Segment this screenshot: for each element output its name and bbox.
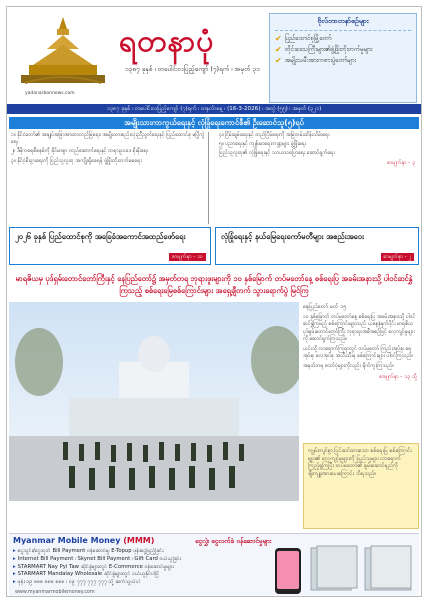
masthead-title: ရတနာပုံ — [119, 24, 215, 59]
ad-service-list — [13, 548, 267, 587]
list-item: ▸ ငွေသွင်း/ငွေထုတ် Bill Payment ဝန်ဆောင်မှု၊ E-Topup ဖုန်းငွေဖြည့်ခြင်း — [13, 548, 164, 554]
teaser-page: စာမျက်နှာ - ၁၀ — [169, 253, 206, 261]
main-headline: မာရဇိယမှ ပုဒ်ရှမ်းတောင်တော်ကြီးနှင့် နေပြည်တော်၌ အမှတ်တရ ဘုရားဖူးများကို ၁၀ နှစ်မြောက် တပ်မတော်နေ့ စစ်ရေးပြ အခမ်းအနားသို့ ပါဝင်ဆင်နွှဲကြသည့် စစ်ရေးမြေစစ်ကြောင်းများ အရှေ့ချီတက် သွားရောက်ပွဲ မြင်ကြ — [15, 274, 413, 295]
mobile-money-ad[interactable] — [9, 533, 419, 597]
paragraph: ယင်းသို့ လာရောက်ကြရာတွင် တပ်မတော် ကြည်းအုပ်စု၊ ရေအုပ်စု၊ လေအုပ်စု အသီးသီးမှ စစ်ကြောင်းများ ပါဝင်ကြသည်။ — [303, 346, 414, 360]
paragraph: ၂။ ဒီမိုကရေစီစနစ်ကို ခိုင်မာစွာ တည်ဆောက်ရေးနှင့် တရားဥပဒေ စိုးမိုးရေး — [11, 148, 149, 155]
teaser-headline: ၂၀၂၆ ခုနှစ် ပြည်ထောင်စုကို အခြေခံအကောင်အထည်ဖော်ရေး — [15, 232, 186, 241]
teaser-headline: လုံခြုံရေးနှင့် နယ်မြေရေးကော်မတီများ အစည်းအဝေး — [221, 232, 364, 241]
right-column — [219, 132, 415, 167]
teaser-box[interactable] — [9, 227, 211, 265]
list-item: ▸ STARMART Mandalay Wholesale ဆိုင်ခွဲများတွင် ဝယ်ယူနိုင်ပါပြီ — [13, 571, 159, 578]
column-divider — [208, 132, 209, 224]
newspaper-page — [6, 6, 422, 597]
ad-website[interactable]: www.myanmarmobilemoney.com — [15, 590, 95, 595]
teaser-page: စာမျက်နှာ - ၂ — [381, 253, 414, 261]
paragraph: ၁၀ နှစ်မြောက် တပ်မတော်နေ့ စစ်ရေးပြ အခမ်းအနားသို့ ပါဝင်ဆင်နွှဲကြမည့် စစ်ကြောင်းများသည် ယနေ့နံနက်ပိုင်း မာရဇိယ ပုဒ်ရှမ်းတောင်တော်ကြီး ဘုရားဖူးအစီအစဉ်ဖြင့် လေ့ကျင့်မှုများကို ဆောင်ရွက်ကြသည်။ — [303, 314, 416, 342]
paragraph: ၁။ နိုင်ငံတော်၏ အချုပ်အခြာအာဏာတည်မြဲရေး၊ အမျိုးသားစည်းလုံးညီညွတ်ရေးနှင့် ပြည်ထောင်စု မပြိုကွဲရေး — [11, 132, 205, 146]
checkmark-icon: ✔ — [275, 45, 282, 54]
special-heading: ဗိုလ်တာတနာ်စဉ်များ — [275, 17, 411, 31]
phone-icon — [275, 548, 301, 594]
banknotes-icon — [307, 542, 417, 594]
side-note-box: ကျွမ်းကျင်စွာ ပြင်ဆင်ထားသော စစ်ရေးပြ စစ်ကြောင်းများ၏ လေ့ကျင့်မှုများကို ပြည်သူများ လာရောက်ကြည့်ရှုကြပြီး တပ်မတော်၏ စွမ်းဆောင်ရည်ကို ချီးကျူးအားပေးကြောင်း သိရသည်။ — [303, 443, 419, 529]
special-topics-box — [269, 13, 417, 103]
news-photo — [9, 302, 299, 501]
paragraph: ပြည်သူလူထု၏ လုံခြုံရေးနှင့် သာယာဝပြောရေး ဆောင်ရွက်ရေး — [219, 150, 335, 157]
list-item: ▸ STARMART Nay Pyi Taw ဆိုင်ခွဲများတွင် E-Commerce ဝန်ဆောင်မှုများ — [13, 563, 174, 570]
masthead — [7, 7, 269, 97]
teaser-box[interactable] — [215, 227, 419, 265]
section-band-title: အမျိုးသားကာကွယ်ရေးနှင့် လုံခြုံရေးကောင်စီ၏ ဦးဆောင်သူ(၅)ရပ် — [9, 117, 419, 129]
special-item: ✔ ပြည်ထောင်စုမြို့တော် — [275, 34, 332, 43]
special-item: ✔ တိုင်းဒေသကြီးများ၏ဖွံ့ဖြိုးတိုးတက်မှုများ — [275, 45, 373, 54]
masthead-url[interactable]: yadanarbonnews.com — [25, 91, 75, 96]
dateline: ၁၃၈၇ ခုနှစ် ၊ တပေါင်းလပြည့်ကျော် (၇)ရက် ၊ တနင်္လာနေ့ ၊ (16-3-2026) ၊ အတွဲ (၅၅) ၊ အမှတ် (၃၂၁) — [7, 104, 421, 114]
paragraph: ၄။ ငြိမ်းချမ်းရေးနှင့် တည်ငြိမ်ရေးကို အမြဲတမ်းထိန်းသိမ်းရေး — [219, 132, 330, 138]
page-reference[interactable]: စာမျက်နှာ - ၁၃ သို့ — [379, 373, 417, 380]
page-reference[interactable]: စာမျက်နှာ - ၃ — [387, 159, 415, 166]
special-item: ✔ အမျိုးသမီးအားကစားပွဲတော်များ — [275, 56, 356, 65]
left-column — [11, 132, 207, 167]
paragraph: ၃။ နိုင်ငံ့စီးပွားရေးကို ပြည်သူလူထု အကျိုးရှိစေရန် ဖွံ့ဖြိုးတိုးတက်စေရေး — [11, 157, 142, 164]
checkmark-icon: ✔ — [275, 56, 282, 65]
objectives-columns — [11, 132, 417, 224]
masthead-subline: ၁၃၈၇ ခုနှစ် ၊ တပေါင်းလပြည့်ကျော် (၇)ရက် ၊ အမှတ် ၃၁ — [125, 65, 260, 73]
checkmark-icon: ✔ — [275, 34, 282, 43]
article-body — [303, 304, 417, 381]
ad-title: Myanmar Mobile Money (MMM) — [13, 536, 155, 545]
dateline-byline: နေပြည်တော် မတ် ၁၅ — [303, 304, 347, 310]
pagoda-logo-icon — [17, 15, 109, 87]
list-item: ▸ ဖုန်း ၀၉ ၈၈၈ ၈၈၈ ၈၈၈ ၊ ၀၉ ၇၇၇ ၇၇၇ ၇၇၇ သို့ ဆက်သွယ်ပါ — [13, 579, 140, 586]
paragraph: ၅။ ပညာရေးနှင့် ကျန်းမာရေးကဏ္ဍများ ဖွံ့ဖြိုးရေး — [219, 141, 307, 148]
ad-tagline: ငွေလွှဲ၊ ငွေလက်ခံ ဝန်ဆောင်မှုများ — [195, 537, 272, 545]
paragraph: အမှတ်တရ ဓာတ်ပုံများကိုလည်း ရိုက်ကူးကြသည်။ — [303, 363, 394, 370]
list-item: ▸ Internet Bill Payment ၊ Skynet Bill Payment ၊ Gift Card ဝယ်ယူခြင်း — [13, 555, 181, 562]
